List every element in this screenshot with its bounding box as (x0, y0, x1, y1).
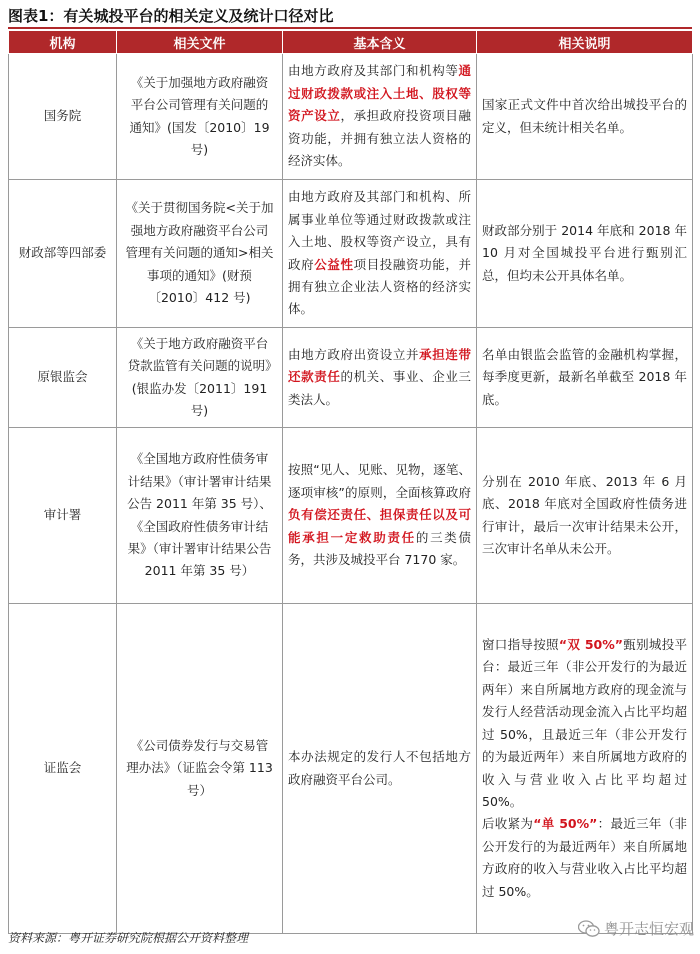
table-row (9, 428, 693, 604)
body-text: 财政部分别于 2014 年底和 2018 年 10 月对全国城投平台进行甄别汇总，但均未公开具体名单。 (482, 222, 687, 283)
definition-table (8, 30, 693, 934)
body-text: ：最近三年（非公开发行的为最近两年）来自所属地方政府的收入与营业收入占比平均超过 50%。 (482, 816, 687, 899)
body-text: 由地方政府及其部门和机构、所属事业单位等通过财政拨款或注入土地、股权等资产设立，具有政府 (288, 189, 471, 272)
body-text: 甄别城投平台：最近三年（非公开发行的为最近两年）来自所属地方政府的现金流与发行人经营活动现金流入占比平均超过 50%，且最近三年（非公开发行的为最近两年）来自所属地方政府的收入与营业收入占比平均超过 50%。 (482, 637, 687, 809)
title-rule (8, 27, 692, 29)
table-row (9, 328, 693, 428)
highlight-text: 通过财政拨款或注入土地、股权等资产设立 (288, 63, 471, 124)
body-text: 的三类债务，共涉及城投平台 7170 家。 (288, 529, 471, 568)
table-row (9, 54, 693, 180)
doc-cell: 《关于加强地方政府融资平台公司管理有关问题的通知》(国发〔2010〕19 号) (117, 54, 283, 180)
meaning-cell (283, 604, 477, 934)
meaning-cell (283, 328, 477, 428)
note-cell (477, 604, 693, 934)
doc-cell: 《关于贯彻国务院<关于加强地方政府融资平台公司管理有关问题的通知>相关事项的通知》(财预〔2010〕412 号) (117, 180, 283, 328)
note-cell (477, 180, 693, 328)
body-text: 本办法规定的发行人不包括地方政府融资平台公司。 (288, 749, 471, 787)
note-cell (477, 328, 693, 428)
doc-cell: 《全国地方政府性债务审计结果》（审计署审计结果公告 2011 年第 35 号）、《全国政府性债务审计结果》（审计署审计结果公告2011 年第 35 号） (117, 428, 283, 604)
body-text: 名单由银监会监管的金融机构掌握，每季度更新，最新名单截至 2018 年底。 (482, 346, 687, 407)
highlight-text: 负有偿还责任、担保责任以及可能承担一定救助责任 (288, 507, 471, 545)
source-note: 资料来源：粤开证券研究院根据公开资料整理 (8, 931, 249, 945)
header-note: 相关说明 (477, 31, 693, 54)
doc-cell: 《关于地方政府融资平台贷款监管有关问题的说明》(银监办发〔2011〕191 号) (117, 328, 283, 428)
highlight-text: 承担连带还款责任 (288, 346, 471, 385)
table-row (9, 180, 693, 328)
org-cell: 国务院 (9, 54, 117, 180)
figure-title: 图表1：有关城投平台的相关定义及统计口径对比 (8, 7, 334, 25)
header-row (9, 31, 693, 54)
highlight-text: 公益性 (314, 256, 354, 272)
body-text: 按照“见人、见账、见物，逐笔、逐项审核”的原则，全面核算政府 (288, 462, 471, 500)
doc-cell: 《公司债券发行与交易管理办法》（证监会令第 113 号） (117, 604, 283, 934)
watermark-text: 粤开志恒宏观 (603, 920, 694, 938)
meaning-cell (283, 180, 477, 328)
body-text: 由地方政府出资设立并 (288, 346, 420, 362)
watermark (578, 918, 694, 939)
highlight-text: “单 50%” (533, 816, 598, 832)
note-cell (477, 428, 693, 604)
body-text: 国家正式文件中首次给出城投平台的定义，但未统计相关名单。 (482, 97, 687, 135)
meaning-cell (283, 428, 477, 604)
note-cell (477, 54, 693, 180)
body-text: 后收紧为 (482, 816, 534, 832)
org-cell: 原银监会 (9, 328, 117, 428)
wechat-icon (578, 920, 600, 938)
body-text: 由地方政府及其部门和机构等 (288, 63, 459, 79)
org-cell: 审计署 (9, 428, 117, 604)
table-row (9, 604, 693, 934)
meaning-cell (283, 54, 477, 180)
body-text: 项目投融资功能，并拥有独立企业法人资格的经济实体。 (288, 256, 471, 317)
body-text: 分别在 2010 年底、2013 年 6 月底、2018 年底对全国政府性债务进行审计，最后一次审计结果未公开，三次审计名单从未公开。 (482, 473, 687, 556)
header-org: 机构 (9, 31, 117, 54)
org-cell: 财政部等四部委 (9, 180, 117, 328)
highlight-text: “双 50%” (558, 637, 623, 653)
org-cell: 证监会 (9, 604, 117, 934)
header-doc: 相关文件 (117, 31, 283, 54)
body-text: ，承担政府投资项目融资功能，并拥有独立法人资格的经济实体。 (288, 108, 471, 169)
header-meaning: 基本含义 (283, 31, 477, 54)
body-text: 窗口指导按照 (482, 637, 559, 653)
body-text: 的机关、事业、企业三类法人。 (288, 369, 471, 407)
